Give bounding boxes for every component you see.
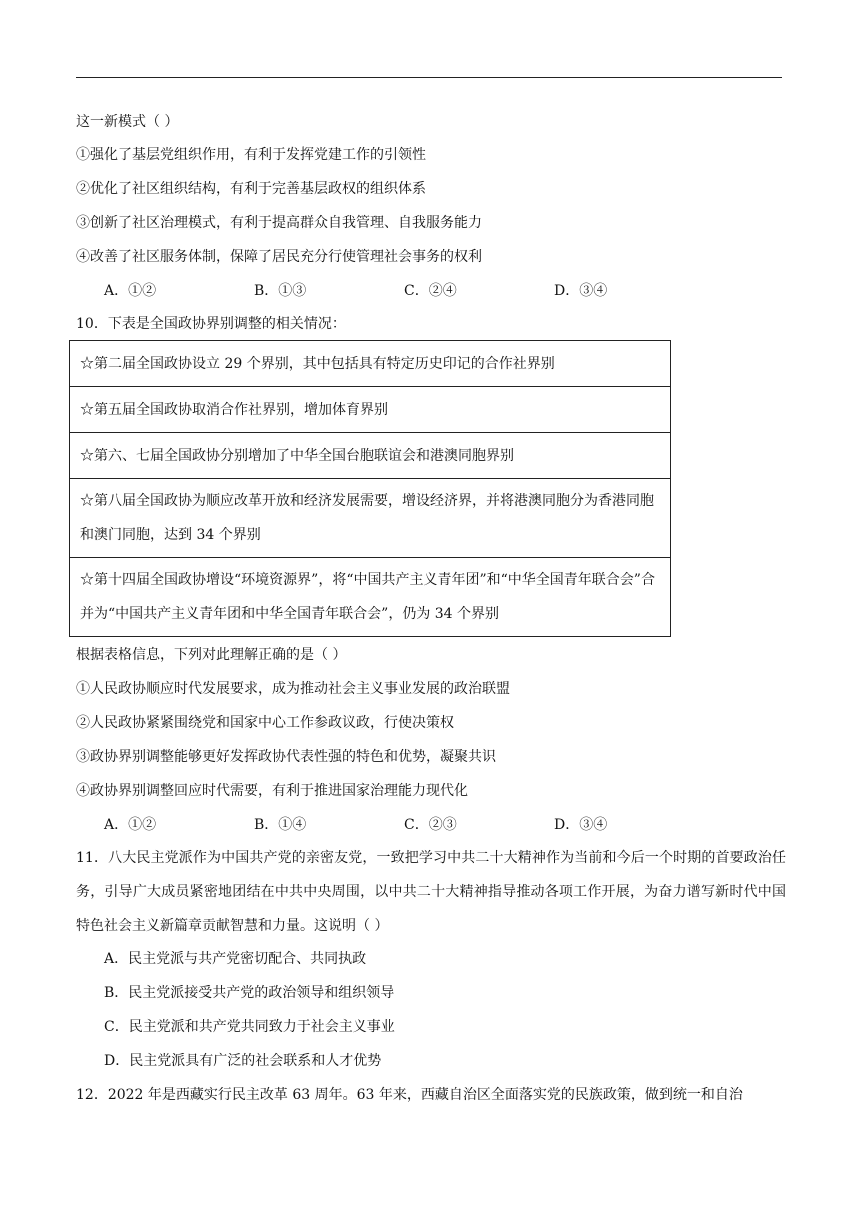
q9-option-c: C．②④ xyxy=(404,283,457,299)
q11-option-a: A．民主党派与共产党密切配合、共同执政 xyxy=(104,951,367,967)
q9-item-3: ③创新了社区治理模式，有利于提高群众自我管理、自我服务能力 xyxy=(76,215,482,231)
q9-option-b: B．①③ xyxy=(254,283,307,299)
q10-item-4: ④政协界别调整回应时代需要，有利于推进国家治理能力现代化 xyxy=(76,783,468,799)
q9-item-1: ①强化了基层党组织作用，有利于发挥党建工作的引领性 xyxy=(76,147,426,163)
q10-stem: 10．下表是全国政协界别调整的相关情况： xyxy=(76,316,346,332)
q11-option-c: C．民主党派和共产党共同致力于社会主义事业 xyxy=(104,1019,395,1035)
q11-option-d: D．民主党派具有广泛的社会联系和人才优势 xyxy=(104,1053,382,1069)
q10-table xyxy=(69,340,671,637)
q10-option-a: A．①② xyxy=(104,817,157,833)
q12-stem: 12．2022 年是西藏实行民主改革 63 周年。63 年来，西藏自治区全面落实党的民族政策，做到统一和自治 xyxy=(76,1087,743,1103)
q11-option-b: B．民主党派接受共产党的政治领导和组织领导 xyxy=(104,985,395,1001)
q10-option-d: D．③④ xyxy=(554,817,608,833)
q9-options xyxy=(104,281,784,301)
table-row: ☆第二届全国政协设立 29 个界别，其中包括具有特定历史印记的合作社界别 xyxy=(70,341,670,387)
q10-option-c: C．②③ xyxy=(404,817,457,833)
q9-item-2: ②优化了社区组织结构，有利于完善基层政权的组织体系 xyxy=(76,181,426,197)
table-row: ☆第六、七届全国政协分别增加了中华全国台胞联谊会和港澳同胞界别 xyxy=(70,433,670,479)
q9-item-4: ④改善了社区服务体制，保障了居民充分行使管理社会事务的权利 xyxy=(76,249,482,265)
q11-stem: 11．八大民主党派作为中国共产党的亲密友党，一致把学习中共二十大精神作为当前和今后一个时期的首要政治任务，引导广大成员紧密地团结在中共中央周围，以中共二十大精神指导推动各项工作开展，为奋力谱写新时代中国特色社会主义新篇章贡献智慧和力量。这说明（ ） xyxy=(76,850,786,934)
table-row: ☆第八届全国政协为顺应改革开放和经济发展需要，增设经济界，并将港澳同胞分为香港同胞和澳门同胞，达到 34 个界别 xyxy=(70,479,670,558)
header-rule xyxy=(76,77,782,78)
q10-option-b: B．①④ xyxy=(254,817,307,833)
q9-option-d: D．③④ xyxy=(554,283,608,299)
table-row: ☆第五届全国政协取消合作社界别，增加体育界别 xyxy=(70,387,670,433)
q10-item-3: ③政协界别调整能够更好发挥政协代表性强的特色和优势，凝聚共识 xyxy=(76,749,496,765)
q10-item-1: ①人民政协顺应时代发展要求，成为推动社会主义事业发展的政治联盟 xyxy=(76,681,510,697)
q9-option-a: A．①② xyxy=(104,283,157,299)
q10-question: 根据表格信息，下列对此理解正确的是（ ） xyxy=(76,647,347,663)
q10-item-2: ②人民政协紧紧围绕党和国家中心工作参政议政，行使决策权 xyxy=(76,715,454,731)
q9-stem-tail: 这一新模式（ ） xyxy=(76,114,179,130)
table-row: ☆第十四届全国政协增设“环境资源界”，将“中国共产主义青年团”和“中华全国青年联合会”合并为“中国共产主义青年团和中华全国青年联合会”，仍为 34 个界别 xyxy=(80,572,655,622)
q10-options xyxy=(104,815,784,835)
